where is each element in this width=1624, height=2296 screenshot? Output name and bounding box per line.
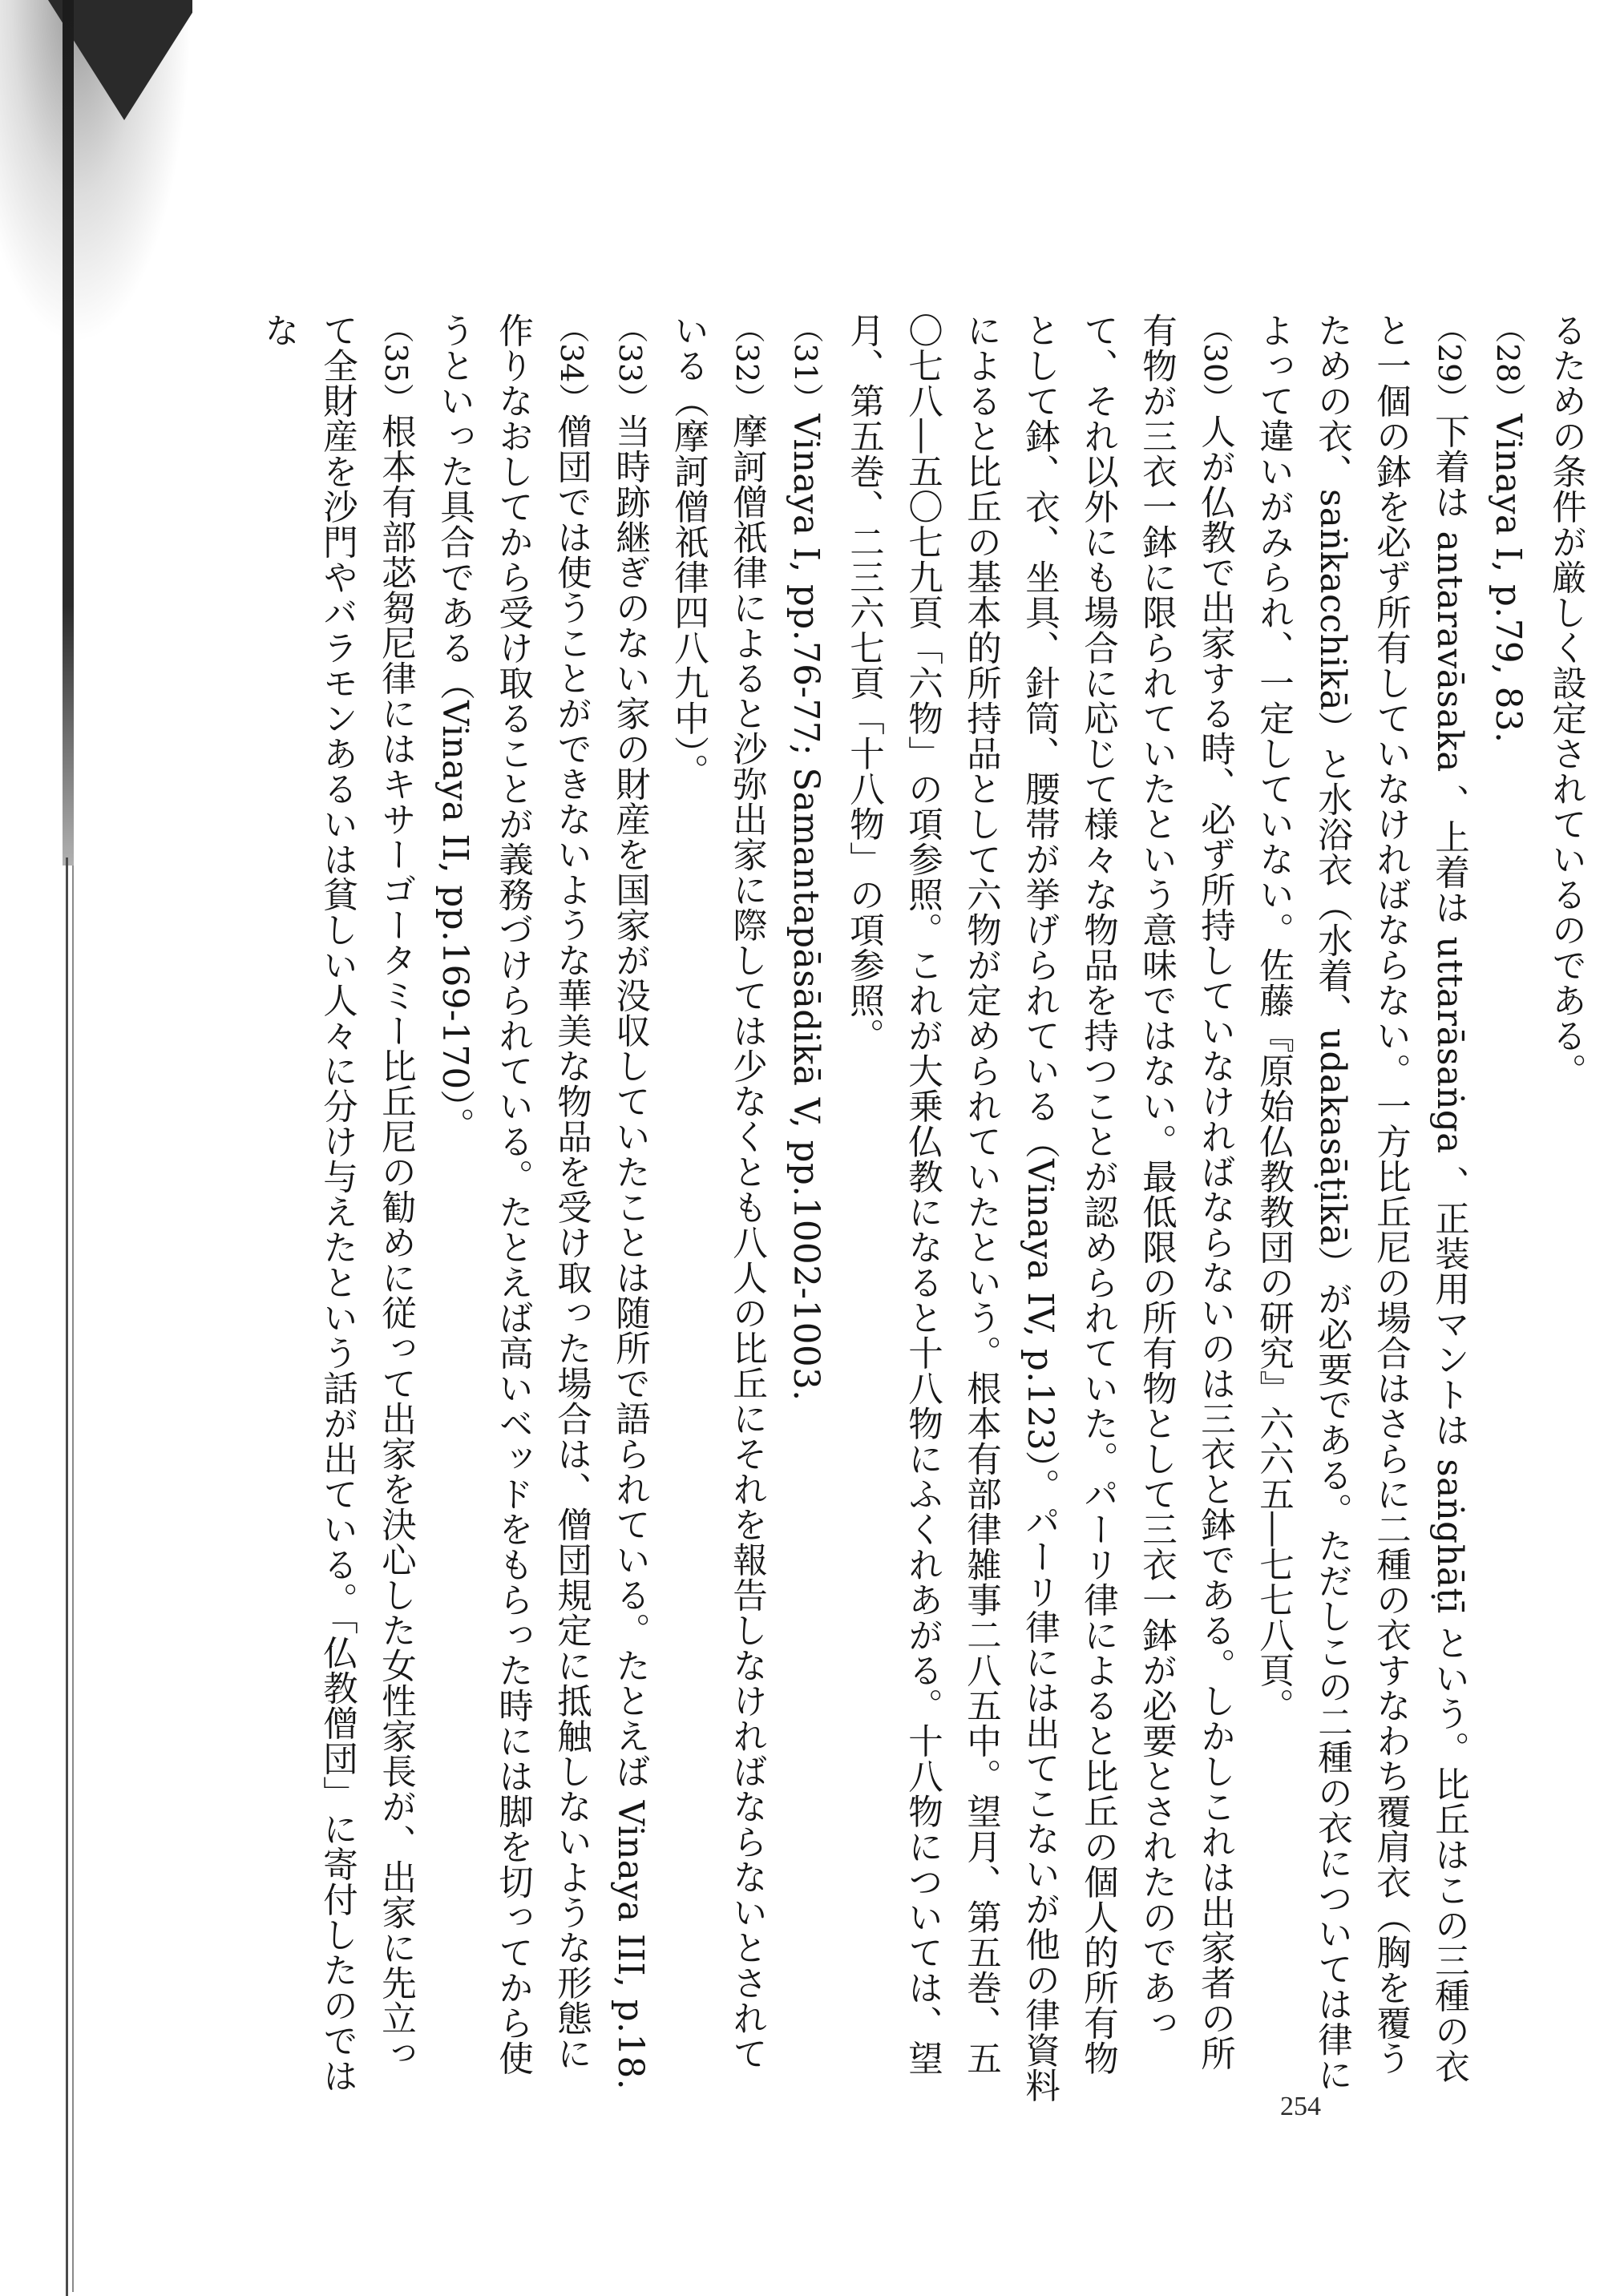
note-32	[659, 313, 776, 2104]
note-28	[1478, 313, 1537, 2104]
note-number: （32）	[729, 313, 765, 414]
endnotes-text-block	[164, 313, 1595, 2104]
note-text: 根本有部苾芻尼律にはキサーゴータミー比丘尼の勧めに従って出家を決心した女性家長が、出家に先立って全財産を沙門やバラモンあるいは貧しい人々に分け与えたという話が出ている。「仏教僧団」に寄付したのではな	[259, 313, 416, 2094]
note-number: （33）	[612, 313, 648, 414]
note-text: 当時跡継ぎのない家の財産を国家が没収していたことは随所で語られている。たとえば Vinaya III, p.18.	[610, 414, 650, 2091]
note-number: （35）	[378, 313, 414, 414]
note-31	[776, 313, 834, 2104]
note-text: 僧団では使うことができないような華美な物品を受け取った場合は、僧団規定に抵触しないような形態に作りなおしてから受け取ることが義務づけられている。たとえば高いベッドをもらった時には脚を切ってから使うといった具合である（Vinaya II, pp.169-170）。	[434, 313, 592, 2076]
note-number: （34）	[554, 313, 589, 414]
note-text: Vinaya I, pp.76-77; Samantapāsādikā V, pp.1002-1003.	[786, 414, 826, 1402]
note-continuation	[1537, 313, 1595, 2104]
gutter-edge-thick	[63, 0, 74, 866]
book-gutter	[0, 0, 192, 2296]
note-number: （29）	[1432, 313, 1467, 414]
gutter-edge-thin-secondary	[72, 866, 74, 2292]
note-34	[425, 313, 600, 2104]
note-number: （28）	[1490, 313, 1525, 414]
note-number: （30）	[1198, 313, 1233, 414]
note-text: Vinaya I, p.79, 83.	[1488, 414, 1528, 744]
note-text: 摩訶僧祇律によると沙弥出家に際しては少なくとも八人の比丘にそれを報告しなければならないとされている（摩訶僧祇律四八九中）。	[669, 313, 767, 2072]
note-number: （31）	[788, 313, 823, 414]
page-number: 254	[1280, 2092, 1321, 2121]
note-text: るための条件が厳しく設定されているのである。	[1546, 313, 1586, 1088]
note-33	[600, 313, 659, 2104]
note-29	[1244, 313, 1478, 2104]
note-35	[249, 313, 425, 2104]
note-text: 人が仏教で出家する時、必ず所持していなければならないのは三衣と鉢である。しかしこれは出家者の所有物が三衣一鉢に限られていたという意味ではない。最低限の所有物として三衣一鉢が必要とされたのであって、それ以外にも場合に応じて様々な物品を持つことが認められていた。パーリ律によると比丘の個人的所有物として鉢、衣、坐具、針筒、腰帯が挙げられている（Vinaya IV, p.123）。パーリ律には出てこないが他の律資料によると比丘の基本的所持品として六物が定められていたという。根本有部律雑事二八五中。望月、第五巻、五〇七八―五〇七九頁「六物」の項参照。これが大乗仏教になると十八物にふくれあがる。十八物については、望月、第五巻、二三六七頁「十八物」の項参照。	[844, 313, 1235, 2104]
note-text: 下着は antaravāsaka 、上着は uttarāsaṅga 、正装用マントは saṅghāṭī という。比丘はこの三種の衣と一個の鉢を必ず所有していなければならない。一方比丘尼の場合はさらに二種の衣すなわち覆肩衣（胸を覆うための衣、saṅkacchikā）と水浴衣（水着、udakasāṭikā）が必要である。ただしこの二種の衣については律によって違いがみられ、一定していない。佐藤『原始仏教教団の研究』六六五―七七八頁。	[1254, 313, 1469, 2092]
gutter-edge-thin	[66, 857, 68, 2296]
note-30	[834, 313, 1244, 2104]
